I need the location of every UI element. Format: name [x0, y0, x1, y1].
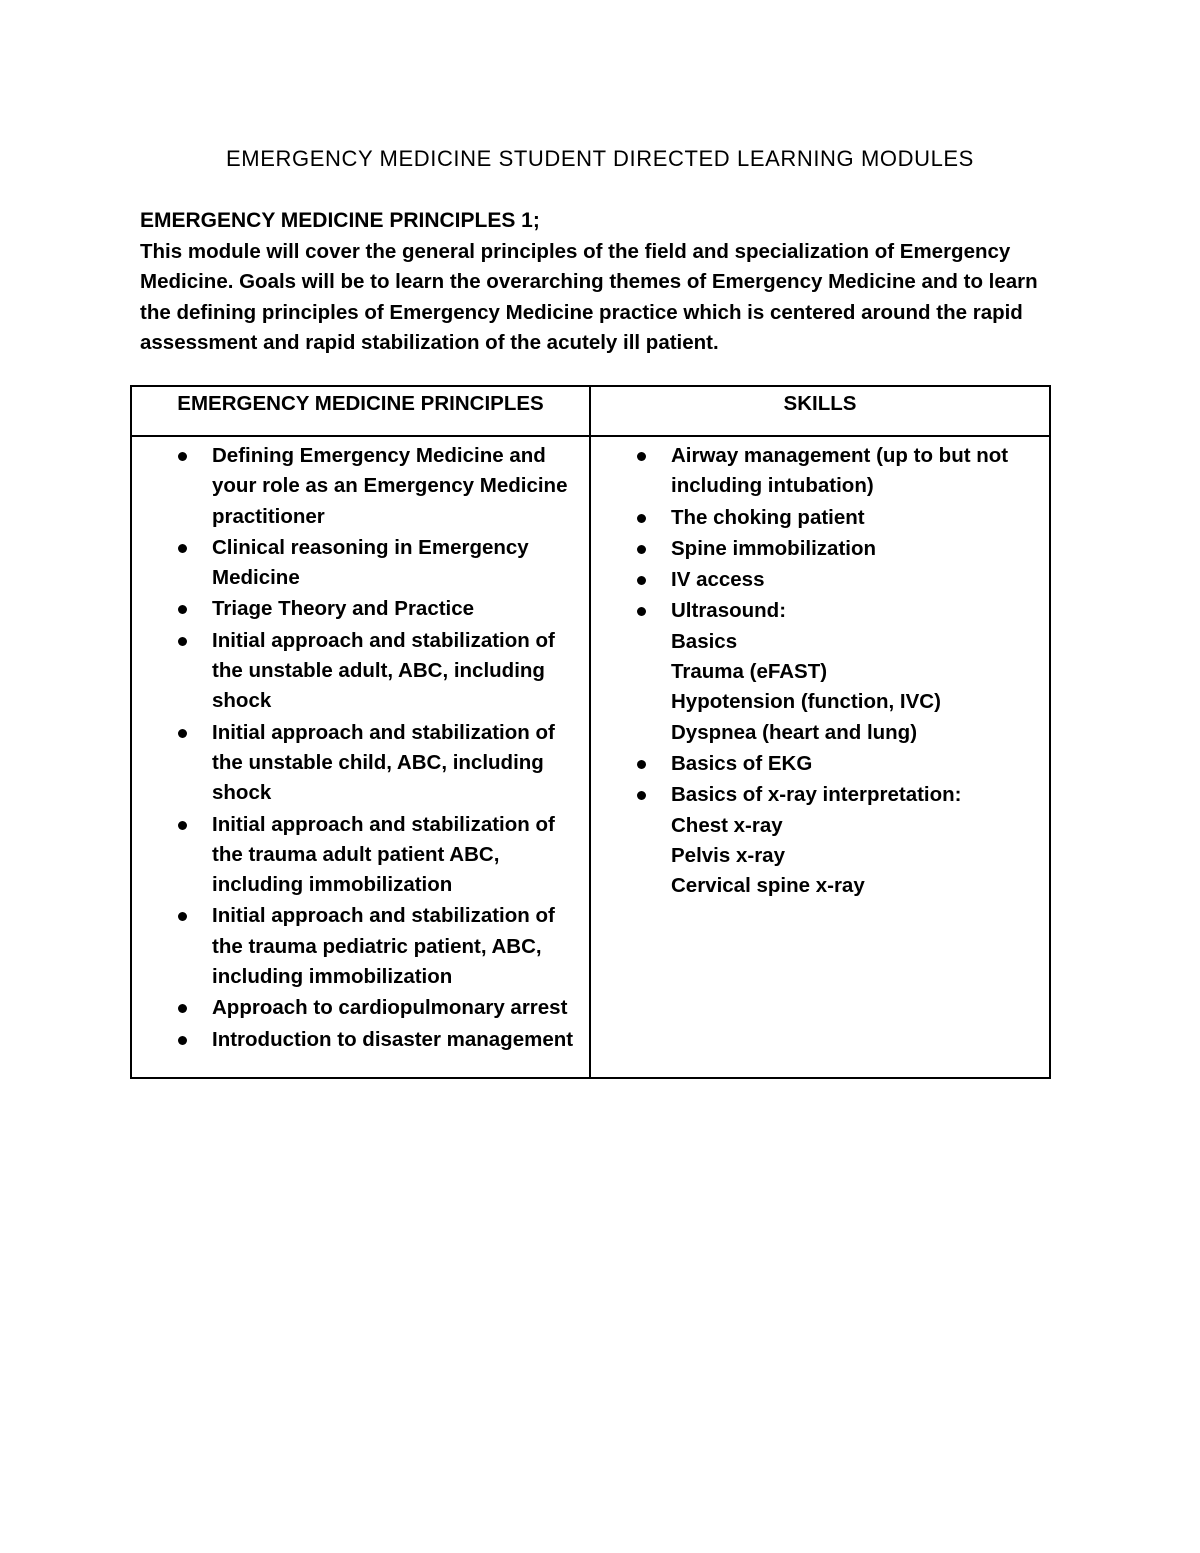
list-item-text: Initial approach and stabilization of the trauma pediatric patient, ABC, including immobilization	[212, 904, 555, 989]
list-item	[212, 533, 583, 594]
bullet-icon	[637, 791, 646, 800]
list-item	[671, 534, 1043, 564]
list-item	[212, 1025, 583, 1055]
list-item	[671, 596, 1043, 747]
list-item-text: The choking patient	[671, 505, 865, 529]
bullet-icon	[637, 545, 646, 554]
table-body-row	[131, 436, 1050, 1078]
document-title: EMERGENCY MEDICINE STUDENT DIRECTED LEARNING MODULES	[226, 146, 974, 171]
list-item	[212, 993, 583, 1023]
list-item-text: Clinical reasoning in Emergency Medicine	[212, 535, 529, 590]
bullet-icon	[637, 760, 646, 769]
bullet-icon	[178, 605, 187, 614]
list-item-text: Basics of EKG	[671, 751, 813, 775]
sub-item: Cervical spine x-ray	[671, 874, 865, 898]
bullet-icon	[637, 607, 646, 616]
principles-cell	[131, 436, 590, 1078]
sub-item: Pelvis x-ray	[671, 843, 785, 867]
list-item-text: Ultrasound:	[671, 599, 787, 623]
list-item	[212, 810, 583, 901]
sub-item: Chest x-ray	[671, 813, 783, 837]
list-item-text: Spine immobilization	[671, 536, 877, 560]
list-item-text: Defining Emergency Medicine and your role as an Emergency Medicine practitioner	[212, 444, 568, 528]
section-heading: EMERGENCY MEDICINE PRINCIPLES 1;	[140, 209, 540, 232]
list-item	[212, 901, 583, 992]
list-item	[671, 565, 1043, 595]
sub-item: Hypotension (function, IVC)	[671, 690, 941, 714]
module-intro	[140, 206, 1060, 359]
list-item-text: Basics of x-ray interpretation:	[671, 783, 962, 807]
principles-header: EMERGENCY MEDICINE PRINCIPLES	[131, 386, 590, 436]
list-item	[671, 780, 1043, 901]
bullet-icon	[178, 912, 187, 921]
list-item	[212, 718, 583, 809]
list-item	[212, 626, 583, 717]
list-item-text: IV access	[671, 568, 765, 592]
bullet-icon	[178, 821, 187, 830]
sub-item: Dyspnea (heart and lung)	[671, 720, 918, 744]
skills-cell	[590, 436, 1050, 1078]
list-item-text: Initial approach and stabilization of the unstable child, ABC, including shock	[212, 720, 555, 805]
sub-item: Trauma (eFAST)	[671, 660, 828, 684]
list-item-text: Initial approach and stabilization of the trauma adult patient ABC, including immobilization	[212, 812, 555, 897]
list-item-text: Triage Theory and Practice	[212, 597, 475, 621]
bullet-icon	[178, 1036, 187, 1045]
sub-item: Basics	[671, 629, 738, 653]
bullet-icon	[178, 729, 187, 738]
list-item	[671, 441, 1043, 502]
bullet-icon	[178, 637, 187, 646]
skills-header: SKILLS	[590, 386, 1050, 436]
bullet-icon	[178, 544, 187, 553]
skills-list	[591, 441, 1043, 901]
list-item	[671, 749, 1043, 779]
list-item	[212, 441, 583, 532]
list-item-text: Initial approach and stabilization of the unstable adult, ABC, including shock	[212, 628, 555, 713]
section-description: This module will cover the general principles of the field and specialization of Emergency Medicine. Goals will be to learn the overarching themes of Emergency Medicine and to learn the defining principles of Emergency Medicine practice which is centered around the rapid assessment and rapid stabilization of the acutely ill patient.	[140, 239, 1038, 354]
bullet-icon	[178, 1004, 187, 1013]
modules-table	[130, 385, 1051, 1079]
principles-list	[132, 441, 583, 1055]
bullet-icon	[637, 576, 646, 585]
bullet-icon	[637, 514, 646, 523]
list-item	[671, 503, 1043, 533]
bullet-icon	[637, 452, 646, 461]
list-item	[212, 594, 583, 624]
bullet-icon	[178, 452, 187, 461]
table-header-row	[131, 386, 1050, 436]
list-item-text: Approach to cardiopulmonary arrest	[212, 996, 568, 1020]
list-item-text: Introduction to disaster management	[212, 1027, 574, 1051]
list-item-text: Airway management (up to but not including intubation)	[671, 444, 1009, 498]
